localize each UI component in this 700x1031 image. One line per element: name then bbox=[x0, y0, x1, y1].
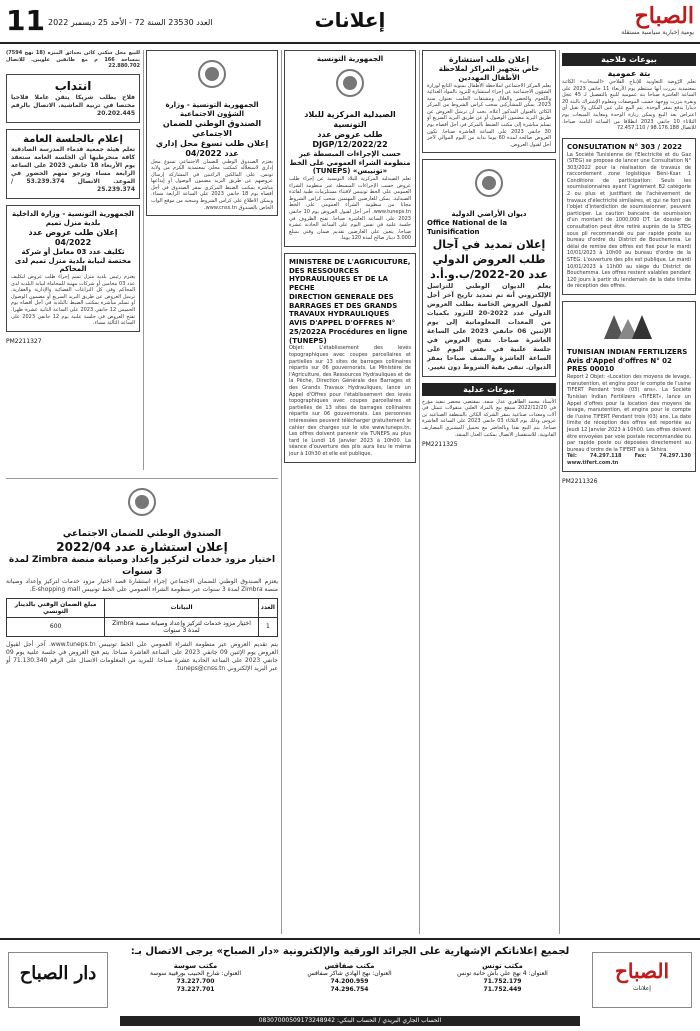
judicial-sales-header: بيوعات عدلية bbox=[422, 383, 556, 396]
tender-title: طلب عروض عدد 22/DJGP/12/2022 bbox=[312, 129, 388, 149]
pharmacy-logo-icon bbox=[327, 67, 373, 107]
municipality-label: بلدية منزل تميم bbox=[45, 219, 101, 228]
judicial-body: الأستاذ محمد الطاهري عدل منفذ. بمقتضى محضر تنفيذ مؤرخ في 2022/12/20 سيقع بيع بالمزاد العلني منقولات تتمثل في آلات ومعدات صناعية بمقر الشركة الكائن بالمنطقة الصناعية بن عروس وذلك يوم الثلاثاء 03 جانفي 2023 على الساعة العاشرة صباحا. يتم البيع نقدا وبالحاضر مع تحميل المشتري المصاريف القانونية. للاستفسار الاتصال بمكتب العدل المنفذ. bbox=[422, 398, 556, 438]
steg-consultation-box bbox=[562, 138, 696, 295]
interior-label: الجمهورية التونسية - وزارة الداخلية bbox=[12, 210, 134, 219]
table-header-row bbox=[7, 598, 278, 617]
sale-header: بيوعات فلاحية bbox=[562, 53, 696, 66]
office-name: مكتب صفاقس bbox=[324, 962, 375, 970]
newspaper-masthead bbox=[584, 3, 694, 39]
table-cell: اختيار مزود خدمات لتركيز وإعداد وصيانة منصة Zimbra لمدة 3 سنوات bbox=[105, 617, 258, 636]
lease-body: يعتزم الصندوق الوطني للضمان الاجتماعي تسوغ محل إداري لاستغلاله كمكتب محلي بمعتمدية الكرم من ولاية تونس. على المالكين الراغبين في المشاركة إرسال عروضهم عن طريق البريد مضمون الوصول أو إيداعها مباشرة بمكتب الضبط المركزي بمقر الصندوق في أجل أقصاه يوم 18 جانفي 2023 على الساعة الرابعة مساء. ويمكن الاطلاع على كراس الشروط وسحبه من موقع الواب الخاص بالصندوق www.cnss.tn. bbox=[151, 158, 274, 211]
ministry-body: Objet: L'établissement des levés topographiques avec coupes parcellaires et partielles sur 13 sites de barrages collinaires répartis sur 06 gouvernorats. Le Ministère de l'Agriculture, des Ressources Hydrauliques et de la Pêche, Direction Générale des Barrages et des Grands Travaux Hydrauliques, lance un Appel d'Offres pour l'établissement des levés topographiques avec coupes parcellaires et partielles de 13 sites de barrages collinaires répartis sur 06 gouvernorats. Les personnes intéressées peuvent télécharger gratuitement le cahier des charges sur le site www.tuneps.tn. Les offres doivent parvenir via TUNEPS au plus tard le Lundi 16 Janvier 2023 à 10h00. La séance d'ouverture des plis aura lieu le même jour à 10h30 et elle est publique. bbox=[289, 345, 411, 457]
ad-reference: PM2211325 bbox=[422, 441, 458, 449]
office-name: مكتب تونس bbox=[482, 962, 523, 970]
column-5 bbox=[6, 50, 140, 470]
office-fax: 74.296.754 bbox=[330, 986, 369, 993]
onat-title: إعلان تمديد في آجال طلب العروض الدولي عدد 20-2022/ب.و.أ.د bbox=[430, 237, 548, 281]
zimbra-title: إعلان استشارة عدد 2022/04 bbox=[56, 540, 228, 555]
newspaper-logo: الصباح bbox=[634, 3, 694, 29]
onat-label: ديوان الأراضي الدولية bbox=[451, 210, 527, 219]
zimbra-body: يعتزم الصندوق الوطني للضمان الاجتماعي إجراء استشارة قصد اختيار مزود خدمات لتركيز وإعداد وصيانة منصة Zimbra لمدة 3 سنوات عبر منظومة الشراء العمومي على الخط تونيبس E-shopping mall. bbox=[6, 577, 278, 593]
lease-title: إعلان طلب تسوغ محل إداري عدد 04/2022 bbox=[155, 138, 269, 158]
column-divider bbox=[419, 50, 420, 934]
office-sfax bbox=[272, 962, 427, 994]
office-fax: 71.752.449 bbox=[483, 986, 522, 993]
column-divider bbox=[281, 50, 282, 934]
table-cell: 600 bbox=[7, 617, 105, 636]
office-tunis bbox=[425, 962, 580, 994]
notice-body: يعلم المركز الاجتماعي لملاحظة الأطفال بمنوبة التابع لوزارة الشؤون الاجتماعية عن إجراء استشارة للتزود بالمواد الغذائية واللحوم والخضر والغلال ومشتقات الحليب بعنوان سنة 2023. يمكن للمشاركين سحب كراس الشروط من المركز الكائن بالعنوان المذكور أعلاه. يجب أن ترسل العروض عن طريق البريد مضمون الوصول أو عن طريق البريد السريع أو تسلم مباشرة إلى مكتب الضبط بالمركز في أجل أقصاه يوم 30 جانفي 2023 على الساعة العاشرة صباحا. تكون العروض صالحة لمدة 60 يوما بداية من اليوم الموالي لآخر أجل لقبول العروض. bbox=[426, 82, 551, 148]
table-header-cell: البيانات bbox=[105, 598, 258, 617]
footer-ribbon: الحساب الجاري البريدي / الحساب البنكي: 08307000509173248942 bbox=[120, 1016, 580, 1026]
column-1 bbox=[562, 50, 696, 934]
tifert-box bbox=[562, 301, 696, 472]
job-body: فلاح يطلب شريكا يتقن عاملا فلاحيا مختصا في تربية الماشية. الاتصال بالرقم 20.202.445 bbox=[11, 93, 135, 117]
section-title: إعلانات bbox=[314, 8, 386, 32]
footer-logo-left-text: دار الصباح bbox=[19, 963, 97, 984]
column-2 bbox=[422, 50, 556, 934]
office-address: العنوان: 4 نهج علي باش حانبة تونس bbox=[457, 970, 548, 977]
onat-label-fr: Office National de la Tunisification bbox=[427, 219, 508, 236]
cnss-lease-box bbox=[146, 50, 278, 216]
assembly-box bbox=[6, 129, 140, 200]
office-name: مكتب سوسة bbox=[173, 962, 218, 970]
newspaper-tagline: يومية إخبارية سياسية مستقلة bbox=[621, 29, 694, 36]
office-fax: 73.227.701 bbox=[176, 986, 215, 993]
ministry-avis: AVIS D'APPEL D'OFFRES N° 25/2022A Procédures en ligne (TUNEPS) bbox=[289, 319, 408, 345]
office-address: العنوان: شارع الحبيب بورقيبة سوسة bbox=[150, 970, 241, 977]
sale-body: تعلم الرّوضة التعاونية للإنتاج الفلاحي «السبخات» الكائنة بمعتمدية بنزرت أنها ستنظم يوم الأربعاء 11 جانفي 2023 على الساعة العاشرة صباحا بتة عمومية للبيع بالتفصيل لـ 45 عجل وبقرة بنزرت ووجهة حسب الموصفات ومعلوم الإشتراك بالبتة 20 دينارا يدفع بمقر الوحدة. يتم البيع على عين المكان ولا تقبل أي اعتراض بعد البيع ويمكن زيارة الوحدة ومعاينة المبيعات يوم الثلاثاء 10 جانفي 2023 انطلاقا من الساعة الثامنة صباحا. للاتصال 98.176.188 / 72.457.110 bbox=[562, 79, 696, 132]
zimbra-table bbox=[6, 598, 278, 637]
republic-label: الجمهورية التونسية bbox=[316, 55, 384, 63]
ad-reference: PM2211327 bbox=[6, 337, 42, 345]
table-header-cell: مبلغ الضمان الوقتي بالدينار التونسي bbox=[7, 598, 105, 617]
office-phone: 71.752.179 bbox=[483, 978, 522, 985]
consult-body: La Société Tunisienne de l'Electricité et du Gaz (STEG) se propose de lancer une Consultation N° 303/2022 pour la réalisation de travaux de raccordement zone logistique Béni-Ksar. 1 Conditions de participation: Seuls les soumissionnaires ayant l'agrément B2 catégorie 2 ou plus et justifiant de l'achèvement de travaux d'électricité similaires, et qui ne font pas l'objet d'interdiction de soumissionner, peuvent participer. La caution bancaire de soumission d'un montant de 1000,000 DT. Le dossier de consultation peut être retiré auprès de la STEG sous pli recommandé ou par rapide poste au bureau d'ordre du District de Bouchemma. Le délai de remise des offres est fixé pour le mardi 10/01/2023 à 10h00 au bureau d'ordre de la STEG. L'ouverture des plis est publique. Le mardi 10/01/2023 à 11h00 au siège du District de Bouchemma. Les offres restent valables pendant 120 jours à partir du lendemain de la date limite de réception des offres. bbox=[567, 151, 691, 290]
tifert-body: Report 2 Objet: «Location des moyens de levage, manutention, et engins pour le compte de l'usine TIFERT Pendant trois (03) ans». La Société Tunisian Indian Fertilizers «TIFERT», lance un Appel d'offres pour la location des moyens de levage, manutention, et engins pour le compte de l'usine TIFERT Pendant trois (03) ans. La date limite de réception des offres est reportée au Jeudi 12 Janvier 2023 à 10h00. Les offres doivent être envoyées par voie postale recommandée ou par rapide poste ou déposées directement au bureau d'ordre de la TIFERT sis à Skhira. bbox=[567, 374, 691, 453]
cnss-logo-icon bbox=[189, 58, 235, 98]
house-sale-ad: للبيع محل سكني كائن بحدائق المنزه (18 نهج 7594) بمساحة 166 م مع طابقين علويين. للاتصال 22.880.702 bbox=[6, 50, 140, 70]
footer-logo-text: الصباح bbox=[614, 959, 670, 983]
ministry-subtitle: DIRECTION GENERALE DES BARRAGES ET DES GRANDS TRAVAUX HYDRAULIQUES bbox=[289, 292, 398, 319]
column-divider bbox=[143, 50, 144, 470]
footer-logo-tag: إعلانات bbox=[633, 985, 651, 992]
onat-extension-box bbox=[422, 159, 556, 376]
municipality-tender-subtitle: تكليف عدد 03 معامل أو شركة مختصة لنيابة بلدية منزل تميم لدى المحاكم bbox=[14, 247, 132, 274]
tender-body: تعلم الصيدلية المركزية للبلاد التونسية عن إجراء طلب عروض حسب الإجراءات المبسطة عبر منظومة الشراء العمومي على الخط تونيبس لاقتناء مستلزمات طبية لفائدة الصيدلية. يمكن للعارضين المهتمين سحب كراس الشروط مجانا من منظومة الشراء العمومي على الخط www.tuneps.tn. آخر أجل لقبول العروض يوم 10 جانفي 2023 على الساعة العاشرة صباحا. تفتح الظروف في جلسة علنية في نفس اليوم على الساعة الحادية عشرة صباحا. يتعين على العارضين تقديم ضمان وقتي بمبلغ 3.000 دينار صالح لمدة 120 يوما. bbox=[289, 176, 411, 242]
footer-logo-right bbox=[592, 952, 692, 1008]
notice-title: إعلان طلب استشارة bbox=[448, 55, 530, 64]
job-box bbox=[6, 74, 140, 123]
office-phone: 74.200.959 bbox=[330, 978, 369, 985]
zimbra-consultation bbox=[6, 478, 278, 934]
tender-subtitle: حسب الإجراءات المبسطة عبر منظومة الشراء العمومي على الخط «تونيبس» (TUNEPS) bbox=[289, 149, 411, 176]
ministry-title: MINISTERE DE L'AGRICULTURE, DES RESSOURCES HYDRAULIQUES ET DE LA PECHE bbox=[289, 257, 411, 293]
pharmacy-tender-box bbox=[284, 50, 416, 247]
notice-subtitle: خاص بتجهيز المراكز لملاحظة الأطفال المهددين bbox=[438, 65, 540, 82]
cnss-label: الصندوق الوطني للضمان الاجتماعي bbox=[162, 118, 262, 138]
table-cell: 1 bbox=[258, 617, 277, 636]
municipality-tender-body: يعتزم رئيس بلدية منزل تميم إجراء طلب عروض لتكليف عدد 03 محامين أو شركات مهنية للمحاماة لنيابة البلدية لدى المحاكم وفي كل النزاعات القضائية والإدارية والعقارية. ترسل العروض عن طريق البريد السريع أو مضمون الوصول أو تسلم مباشرة بمكتب الضبط بالبلدية في أجل أقصاه يوم الخميس 12 جانفي 2023 على الساعة الثانية عشرة ظهرا. تفتح العروض في جلسة علنية يوم 12 جانفي 2023 على الساعة الثالثة مساء. bbox=[11, 274, 135, 327]
tifert-ref: Avis d'Appel d'offres N° 02 PRES 00010 bbox=[567, 356, 672, 374]
footer-logo-left bbox=[8, 952, 108, 1008]
tifert-name: TUNISIAN INDIAN FERTILIZERS bbox=[567, 347, 688, 356]
tifert-logo-icon bbox=[594, 309, 664, 345]
office-sousse bbox=[118, 962, 273, 994]
municipality-tender-box bbox=[6, 205, 140, 332]
cnss-logo-icon bbox=[119, 486, 165, 526]
assembly-title: إعلام بالجلسة العامة bbox=[23, 133, 123, 145]
page-number: 11 bbox=[6, 4, 45, 37]
onat-logo-icon bbox=[466, 167, 512, 207]
onat-body: يعلم الديوان الوطني للتراسل الإلكتروني أنه تم تمديد تاريخ آخر أجل لقبول العروض الخاصة بطلب العروض الدولي عدد 2022-20 للتزود بكميات من المعدات المعلوماتية إلى يوم الإثنين 06 جانفي 2023 على الساعة العاشرة صباحا. تفتح العروض في جلسة علنية في نفس اليوم على الساعة العاشرة والنصف صباحا بمقر الديوان. تبقى بقية الشروط دون تغيير. bbox=[427, 281, 551, 371]
assembly-body: تعلم هيئة جمعية قدماء المدرسة الصادقية كافة منخرطيها أن الجلسة العامة ستعقد يوم الأربعاء 18 جانفي 2023 على الساعة الرابعة مساء وترجو منهم الحضور في الموعد. الاتصال 53.239.374 / 25.239.374 bbox=[11, 146, 136, 194]
pharmacy-name: الصيدلية المركزية للبلاد التونسية bbox=[304, 109, 396, 129]
observation-notice-box bbox=[422, 50, 556, 153]
ministry-label: الجمهورية التونسية - وزارة الشؤون الاجتماعية bbox=[165, 101, 259, 118]
ministry-tender-box bbox=[284, 253, 416, 463]
office-phone: 73.227.700 bbox=[176, 978, 215, 985]
office-address: العنوان: نهج الهادي شاكر صفاقس bbox=[307, 970, 392, 977]
table-row bbox=[7, 617, 278, 636]
municipality-tender-title: إعلان طلب عروض عدد 04/2022 bbox=[28, 227, 118, 247]
tifert-contact: Tél: 74.297.118 Fax: 74.297.130 www.tifert.com.tn bbox=[567, 453, 691, 466]
zimbra-details: يتم تقديم العروض عبر منظومة الشراء العمومي على الخط تونيبس www.tuneps.tn. آخر أجل لقبول العروض يوم الإثنين 09 جانفي 2023 على الساعة العاشرة صباحا. يتم فتح العروض في جلسة علنية يوم 09 جانفي 2023 على الساعة الحادية عشرة صباحا. للمزيد من المعلومات الاتصال على الرقم 71.130.340 أو عبر البريد الإلكتروني tuneps@cnss.tn. bbox=[6, 640, 278, 672]
zimbra-subtitle: اختيار مزود خدمات لتركيز وإعداد وصيانة منصة Zimbra لمدة 3 سنوات bbox=[8, 555, 276, 577]
table-header-cell: العدد bbox=[258, 598, 277, 617]
column-3 bbox=[284, 50, 416, 934]
job-title: انتداب bbox=[54, 78, 92, 93]
cnss-board-label: الصندوق الوطني للضمان الاجتماعي bbox=[62, 529, 222, 539]
sale-subtitle: بتة عمومية bbox=[607, 69, 651, 78]
ad-reference: PM2211326 bbox=[562, 477, 598, 485]
issue-line: العدد 23530 السنة 72 - الأحد 25 ديسمبر 2022 bbox=[48, 18, 213, 27]
page-header bbox=[0, 0, 700, 44]
footer-title: لجميع إعلاناتكم الإشهارية على الجرائد الورقية والإلكترونية «دار الصباح» يرجى الاتصال بـ: bbox=[130, 946, 570, 957]
column-divider bbox=[559, 50, 560, 934]
consult-title: CONSULTATION N° 303 / 2022 bbox=[567, 142, 683, 151]
page-footer bbox=[0, 938, 700, 1031]
